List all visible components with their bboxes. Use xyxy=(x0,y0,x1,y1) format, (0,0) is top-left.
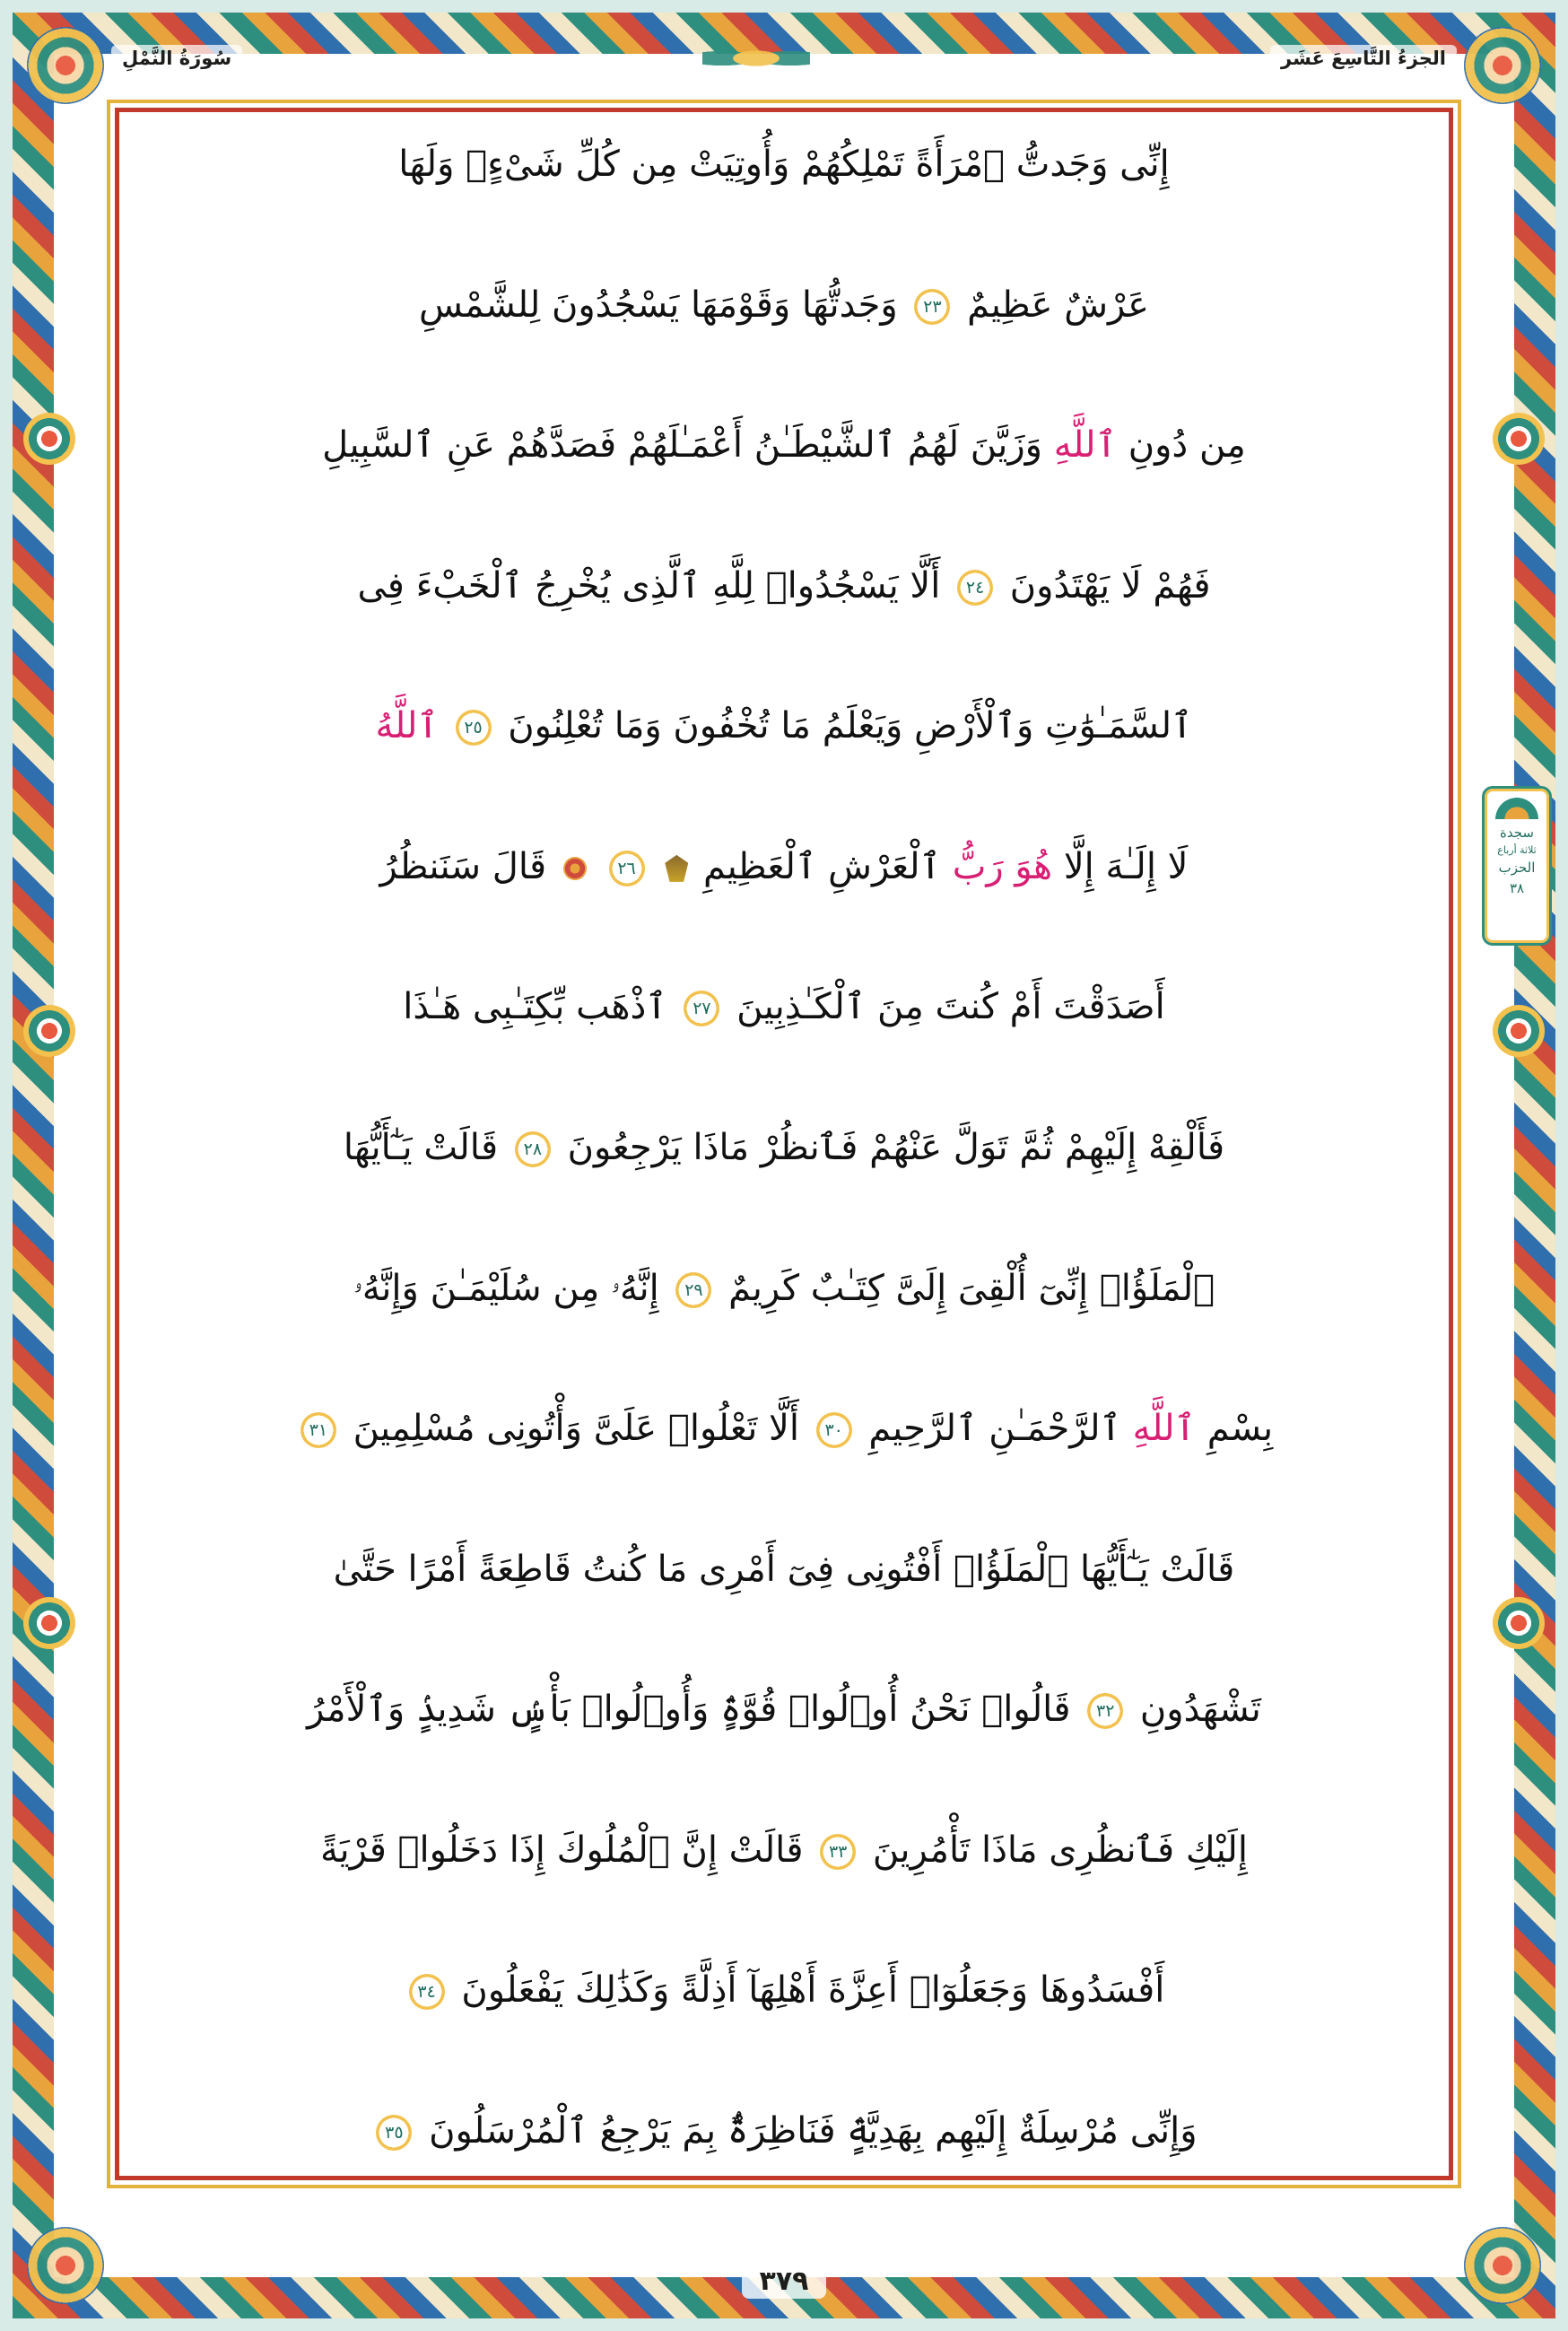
page-header xyxy=(86,31,1482,86)
line-text-continued: قَالَتْ يَـٰٓأَيُّهَا xyxy=(343,1126,499,1168)
line-text: أَصَدَقْتَ أَمْ كُنتَ مِنَ ٱلْكَـٰذِبِينَ xyxy=(736,986,1165,1028)
ayah-number-marker: ٣٠ xyxy=(816,1412,852,1448)
ayah-line xyxy=(142,1829,1426,1871)
line-text-continued: قَالَتْ إِنَّ ٱلْمُلُوكَ إِذَا دَخَلُوا۟ قَرْيَةً xyxy=(320,1829,804,1871)
ayah-number-marker: ٣١ xyxy=(301,1412,336,1448)
ayah-line xyxy=(142,1689,1426,1730)
ayah-line xyxy=(142,144,1426,185)
ayah-number-marker: ٢٨ xyxy=(515,1131,551,1167)
page-footer xyxy=(0,2264,1568,2299)
line-text: لَا إِلَـٰهَ إِلَّا xyxy=(1063,845,1189,887)
ayah-line xyxy=(142,1408,1426,1449)
ayah-line xyxy=(142,846,1426,887)
ayah-number-marker: ٢٣ xyxy=(914,289,950,325)
ayah-line xyxy=(142,565,1426,607)
page-number: ٣٧٩ xyxy=(742,2264,827,2299)
line-text: قَالَتْ يَـٰٓأَيُّهَا ٱلْمَلَؤُا۟ أَفْتُونِى فِىٓ أَمْرِى مَا كُنتُ قَاطِعَةً أَمْرًا حَتَّىٰ xyxy=(333,1548,1235,1590)
line-text-continued: ٱلْعَرْشِ ٱلْعَظِيمِ xyxy=(703,845,941,887)
ayah-line xyxy=(142,1268,1426,1309)
line-text-continued: أَلَّا يَسْجُدُوا۟ لِلَّهِ ٱلَّذِى يُخْرِجُ ٱلْخَبْءَ فِى xyxy=(357,564,941,607)
line-text-continued-2: قَالَ سَنَنظُرُ xyxy=(379,845,547,887)
sajda-hizb-medallion xyxy=(1482,786,1552,946)
juz-label: الجزءُ التَّاسِعَ عَشَر xyxy=(1270,45,1457,72)
line-text: فَأَلْقِهْ إِلَيْهِمْ ثُمَّ تَوَلَّ عَنْهُمْ فَٱنظُرْ مَاذَا يَرْجِعُونَ xyxy=(567,1126,1225,1168)
ayah-number-marker: ٣٤ xyxy=(409,1974,445,2010)
ayah-number-marker: ٣٣ xyxy=(820,1834,856,1870)
line-text-continued: إِنَّهُۥ مِن سُلَيْمَـٰنَ وَإِنَّهُۥ xyxy=(353,1267,659,1309)
hizb-fraction-label: ثلاثة أرباع xyxy=(1497,843,1537,856)
lafz-huwa-rabb: هُوَ رَبُّ xyxy=(952,845,1053,887)
line-text-continued: قَالُوا۟ نَحْنُ أُو۟لُوا۟ قُوَّةٍۢ وَأُو۟لُوا۟ بَأْسٍۢ شَدِيدٍۢ وَٱلْأَمْرُ xyxy=(307,1689,1071,1731)
line-text-continued: وَزَيَّنَ لَهُمُ ٱلشَّيْطَـٰنُ أَعْمَـٰلَهُمْ فَصَدَّهُمْ عَنِ ٱلسَّبِيلِ xyxy=(322,424,1042,467)
line-text: تَشْهَدُونِ xyxy=(1139,1689,1261,1731)
ayah-number-marker: ٣٥ xyxy=(376,2115,412,2151)
medallion-ornament-icon xyxy=(1495,798,1538,819)
side-medallion-right-1-icon xyxy=(1493,413,1545,465)
side-medallion-left-1-icon xyxy=(23,413,75,465)
ayah-line xyxy=(142,284,1426,326)
lafz-al-jalalah: ٱللَّهِ xyxy=(1132,1408,1196,1450)
line-text: إِنِّى وَجَدتُّ ٱمْرَأَةً تَمْلِكُهُمْ وَأُوتِيَتْ مِن كُلِّ شَىْءٍۢ وَلَهَا xyxy=(398,144,1170,185)
line-text-continued-2: أَلَّا تَعْلُوا۟ عَلَىَّ وَأْتُونِى مُسْلِمِينَ xyxy=(353,1408,799,1450)
surah-name-label: سُورَةُ النَّمْلِ xyxy=(111,45,242,72)
flower-ornament-icon xyxy=(563,857,587,880)
ayah-line xyxy=(142,1127,1426,1168)
line-text: مِن دُونِ xyxy=(1128,424,1246,467)
line-text: ٱلْمَلَؤُا۟ إِنِّىٓ أُلْقِىَ إِلَىَّ كِتَـٰبٌ كَرِيمٌ xyxy=(728,1267,1215,1309)
ayah-number-marker: ٣٢ xyxy=(1087,1693,1123,1729)
ayah-line xyxy=(142,705,1426,746)
ayah-number-marker: ٢٥ xyxy=(456,710,492,746)
ayah-line xyxy=(142,424,1426,466)
ayah-line xyxy=(142,986,1426,1027)
ayah-number-marker: ٢٤ xyxy=(957,570,993,606)
side-medallion-right-2-icon xyxy=(1493,1005,1545,1057)
ayah-line xyxy=(142,1549,1426,1590)
header-ornament-icon xyxy=(702,40,810,76)
ayah-number-marker: ٢٦ xyxy=(609,851,645,886)
sajda-symbol-icon xyxy=(665,855,688,882)
side-medallion-left-2-icon xyxy=(23,1005,75,1057)
line-text-continued: وَجَدتُّهَا وَقَوْمَهَا يَسْجُدُونَ لِلشَّمْسِ xyxy=(419,284,898,326)
line-text-continued: ٱلرَّحْمَـٰنِ ٱلرَّحِيمِ xyxy=(868,1408,1121,1450)
line-text: عَرْشٌ عَظِيمٌ xyxy=(967,284,1149,326)
line-text: بِسْمِ xyxy=(1206,1408,1274,1450)
line-text: أَفْسَدُوهَا وَجَعَلُوٓا۟ أَعِزَّةَ أَهْلِهَآ أَذِلَّةً وَكَذَٰلِكَ يَفْعَلُونَ xyxy=(461,1969,1165,2012)
lafz-al-jalalah: ٱللَّهُ xyxy=(375,705,439,747)
hizb-number: ٣٨ xyxy=(1509,879,1525,896)
ayah-number-marker: ٢٧ xyxy=(684,991,719,1026)
hizb-label: الحزب xyxy=(1498,860,1536,876)
line-text: إِلَيْكِ فَٱنظُرِى مَاذَا تَأْمُرِينَ xyxy=(872,1829,1248,1871)
quran-text-body xyxy=(136,127,1432,2161)
line-text: فَهُمْ لَا يَهْتَدُونَ xyxy=(1009,564,1211,607)
ayah-number-marker: ٢٩ xyxy=(675,1272,711,1308)
line-text-continued: ٱذْهَب بِّكِتَـٰبِى هَـٰذَا xyxy=(403,986,667,1028)
side-medallion-left-3-icon xyxy=(23,1597,75,1649)
lafz-al-jalalah: ٱللَّهِ xyxy=(1053,424,1118,467)
side-medallion-right-3-icon xyxy=(1493,1597,1545,1649)
line-text: وَإِنِّى مُرْسِلَةٌ إِلَيْهِم بِهَدِيَّةٍۢ فَنَاظِرَةٌۢ بِمَ يَرْجِعُ ٱلْمُرْسَلُونَ xyxy=(429,2109,1198,2152)
ayah-line xyxy=(142,2110,1426,2152)
sajda-label: سجدة xyxy=(1500,825,1534,841)
ayah-line xyxy=(142,1969,1426,2011)
line-text: ٱلسَّمَـٰوَٰتِ وَٱلْأَرْضِ وَيَعْلَمُ مَا تُخْفُونَ وَمَا تُعْلِنُونَ xyxy=(508,705,1193,747)
